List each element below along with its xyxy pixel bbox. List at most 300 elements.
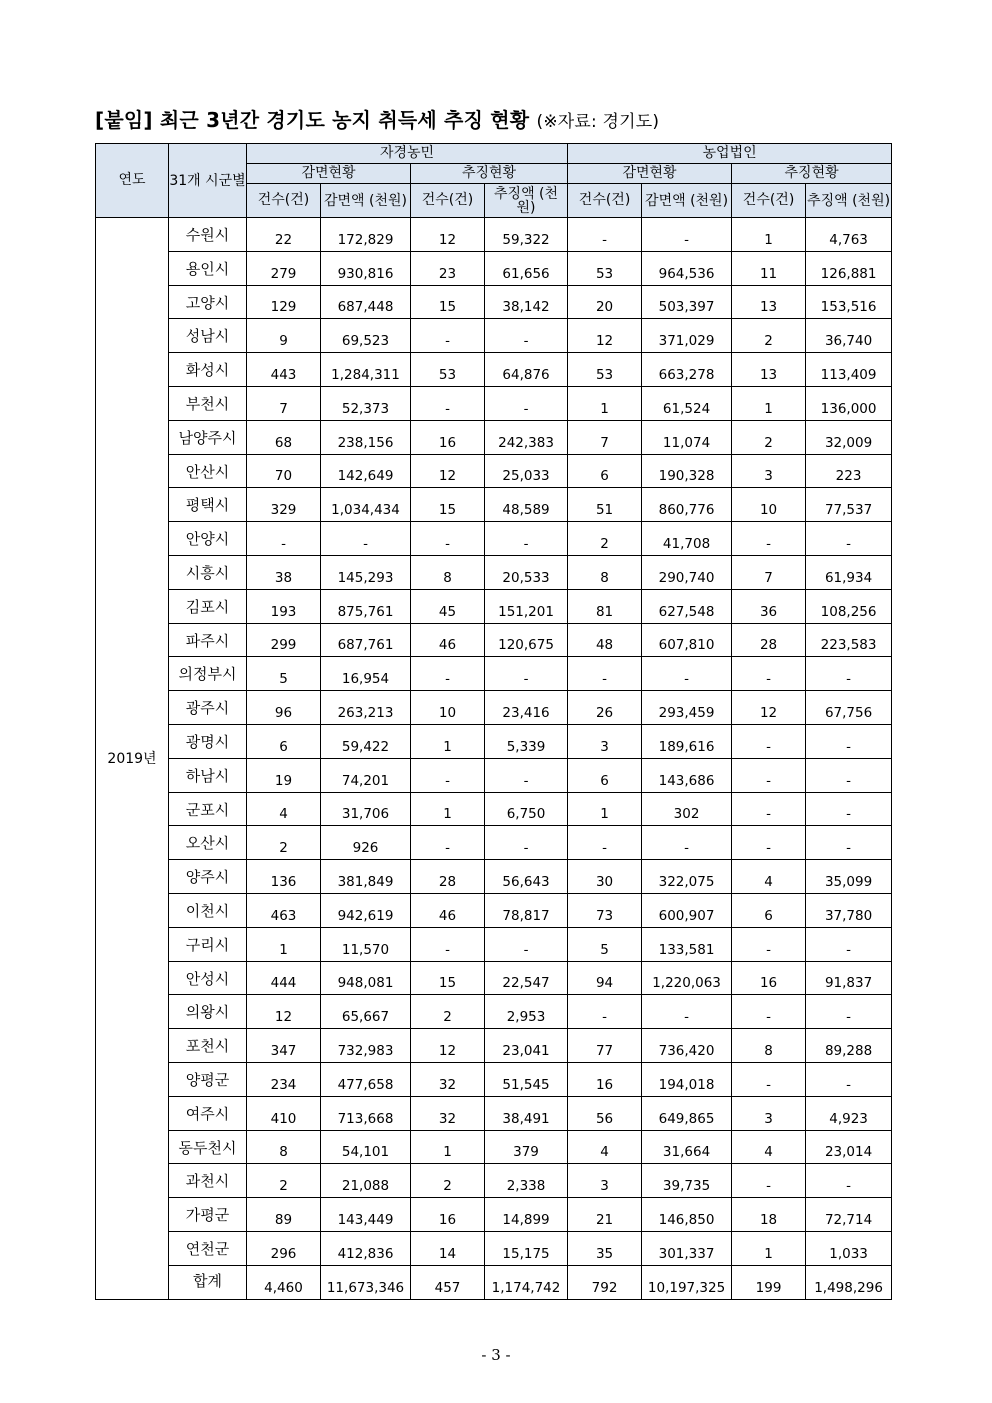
total-row bbox=[96, 1265, 892, 1299]
value-cell: 930,816 bbox=[321, 251, 411, 285]
value-cell: - bbox=[247, 522, 321, 556]
table-row bbox=[96, 1029, 892, 1063]
value-cell: - bbox=[732, 927, 806, 961]
table-row bbox=[96, 724, 892, 758]
value-cell: 30 bbox=[568, 860, 642, 894]
value-cell: 46 bbox=[411, 893, 485, 927]
table-row bbox=[96, 353, 892, 387]
value-cell: 39,735 bbox=[642, 1164, 732, 1198]
value-cell: - bbox=[732, 792, 806, 826]
city-cell: 김포시 bbox=[169, 589, 247, 623]
value-cell: 8 bbox=[411, 555, 485, 589]
value-cell: 736,420 bbox=[642, 1029, 732, 1063]
value-cell: 477,658 bbox=[321, 1062, 411, 1096]
value-cell: 61,934 bbox=[806, 555, 892, 589]
value-cell: - bbox=[732, 724, 806, 758]
value-cell: - bbox=[485, 522, 568, 556]
value-cell: 15 bbox=[411, 961, 485, 995]
value-cell: - bbox=[642, 657, 732, 691]
value-cell: - bbox=[568, 826, 642, 860]
value-cell: 926 bbox=[321, 826, 411, 860]
value-cell: 136,000 bbox=[806, 386, 892, 420]
value-cell: 38 bbox=[247, 555, 321, 589]
value-cell: 6 bbox=[568, 758, 642, 792]
value-cell: 6 bbox=[732, 893, 806, 927]
table-row bbox=[96, 386, 892, 420]
value-cell: 136 bbox=[247, 860, 321, 894]
value-cell: 1,284,311 bbox=[321, 353, 411, 387]
city-cell: 포천시 bbox=[169, 1029, 247, 1063]
value-cell: 91,837 bbox=[806, 961, 892, 995]
value-cell: - bbox=[732, 657, 806, 691]
value-cell: 792 bbox=[568, 1265, 642, 1299]
table-row bbox=[96, 285, 892, 319]
value-cell: 35 bbox=[568, 1231, 642, 1265]
table-row bbox=[96, 691, 892, 725]
value-cell: 52,373 bbox=[321, 386, 411, 420]
city-cell: 광명시 bbox=[169, 724, 247, 758]
value-cell: 32 bbox=[411, 1096, 485, 1130]
city-cell: 의정부시 bbox=[169, 657, 247, 691]
value-cell: 23,041 bbox=[485, 1029, 568, 1063]
value-cell: 296 bbox=[247, 1231, 321, 1265]
value-cell: 194,018 bbox=[642, 1062, 732, 1096]
value-cell: 37,780 bbox=[806, 893, 892, 927]
value-cell: 503,397 bbox=[642, 285, 732, 319]
value-cell: 25,033 bbox=[485, 454, 568, 488]
value-cell: 15 bbox=[411, 285, 485, 319]
value-cell: 242,383 bbox=[485, 420, 568, 454]
value-cell: 4,460 bbox=[247, 1265, 321, 1299]
value-cell: 11,673,346 bbox=[321, 1265, 411, 1299]
value-cell: 77 bbox=[568, 1029, 642, 1063]
page-number: - 3 - bbox=[481, 1346, 511, 1364]
value-cell: 1 bbox=[247, 927, 321, 961]
value-cell: 65,667 bbox=[321, 995, 411, 1029]
value-cell: 54,101 bbox=[321, 1130, 411, 1164]
value-cell: 1 bbox=[568, 386, 642, 420]
table-row bbox=[96, 657, 892, 691]
value-cell: 1,034,434 bbox=[321, 488, 411, 522]
header-count: 건수(건) bbox=[247, 184, 321, 218]
value-cell: 23 bbox=[411, 251, 485, 285]
value-cell: 77,537 bbox=[806, 488, 892, 522]
value-cell: - bbox=[568, 995, 642, 1029]
city-cell: 합계 bbox=[169, 1265, 247, 1299]
value-cell: 371,029 bbox=[642, 319, 732, 353]
value-cell: 64,876 bbox=[485, 353, 568, 387]
value-cell: - bbox=[411, 522, 485, 556]
value-cell: 223,583 bbox=[806, 623, 892, 657]
city-cell: 안성시 bbox=[169, 961, 247, 995]
table-row bbox=[96, 420, 892, 454]
value-cell: 78,817 bbox=[485, 893, 568, 927]
value-cell: 16 bbox=[411, 420, 485, 454]
value-cell: 379 bbox=[485, 1130, 568, 1164]
value-cell: 238,156 bbox=[321, 420, 411, 454]
value-cell: - bbox=[806, 995, 892, 1029]
value-cell: - bbox=[485, 826, 568, 860]
value-cell: 16 bbox=[411, 1198, 485, 1232]
table-row bbox=[96, 319, 892, 353]
header-corp-group: 농업법인 bbox=[568, 144, 892, 164]
value-cell: 48,589 bbox=[485, 488, 568, 522]
header-city: 31개 시군별 bbox=[169, 144, 247, 218]
table-row bbox=[96, 454, 892, 488]
value-cell: - bbox=[485, 657, 568, 691]
city-cell: 의왕시 bbox=[169, 995, 247, 1029]
value-cell: 11,074 bbox=[642, 420, 732, 454]
value-cell: - bbox=[806, 1062, 892, 1096]
value-cell: 18 bbox=[732, 1198, 806, 1232]
value-cell: 293,459 bbox=[642, 691, 732, 725]
value-cell: 4,763 bbox=[806, 218, 892, 252]
value-cell: 2 bbox=[247, 826, 321, 860]
value-cell: - bbox=[806, 792, 892, 826]
city-cell: 양주시 bbox=[169, 860, 247, 894]
value-cell: 126,881 bbox=[806, 251, 892, 285]
value-cell: - bbox=[732, 995, 806, 1029]
value-cell: 16 bbox=[568, 1062, 642, 1096]
header-year: 연도 bbox=[96, 144, 169, 218]
value-cell: 23,014 bbox=[806, 1130, 892, 1164]
value-cell: - bbox=[806, 826, 892, 860]
value-cell: 113,409 bbox=[806, 353, 892, 387]
value-cell: 5 bbox=[568, 927, 642, 961]
value-cell: 22,547 bbox=[485, 961, 568, 995]
header-count: 건수(건) bbox=[411, 184, 485, 218]
table-row bbox=[96, 1130, 892, 1164]
value-cell: 412,836 bbox=[321, 1231, 411, 1265]
value-cell: 89,288 bbox=[806, 1029, 892, 1063]
value-cell: - bbox=[485, 386, 568, 420]
value-cell: - bbox=[321, 522, 411, 556]
value-cell: 28 bbox=[411, 860, 485, 894]
city-cell: 과천시 bbox=[169, 1164, 247, 1198]
value-cell: 1 bbox=[411, 724, 485, 758]
header-collect-amount: 추징액 (천원) bbox=[806, 184, 892, 218]
value-cell: 4 bbox=[732, 1130, 806, 1164]
value-cell: 2,953 bbox=[485, 995, 568, 1029]
value-cell: 36,740 bbox=[806, 319, 892, 353]
value-cell: 1,174,742 bbox=[485, 1265, 568, 1299]
table-row bbox=[96, 589, 892, 623]
value-cell: 14 bbox=[411, 1231, 485, 1265]
header-count: 건수(건) bbox=[732, 184, 806, 218]
table-row bbox=[96, 758, 892, 792]
value-cell: 12 bbox=[411, 454, 485, 488]
value-cell: 51 bbox=[568, 488, 642, 522]
value-cell: - bbox=[806, 758, 892, 792]
value-cell: 45 bbox=[411, 589, 485, 623]
value-cell: 59,422 bbox=[321, 724, 411, 758]
header-farmer-exempt: 감면현황 bbox=[247, 164, 411, 184]
value-cell: - bbox=[806, 1164, 892, 1198]
tax-collection-table bbox=[95, 143, 892, 1300]
value-cell: 16 bbox=[732, 961, 806, 995]
value-cell: 68 bbox=[247, 420, 321, 454]
value-cell: 53 bbox=[568, 353, 642, 387]
city-cell: 양평군 bbox=[169, 1062, 247, 1096]
value-cell: 61,524 bbox=[642, 386, 732, 420]
value-cell: 2 bbox=[732, 319, 806, 353]
value-cell: 48 bbox=[568, 623, 642, 657]
value-cell: 146,850 bbox=[642, 1198, 732, 1232]
city-cell: 수원시 bbox=[169, 218, 247, 252]
value-cell: 72,714 bbox=[806, 1198, 892, 1232]
document-title bbox=[95, 104, 659, 133]
value-cell: 16,954 bbox=[321, 657, 411, 691]
value-cell: 2,338 bbox=[485, 1164, 568, 1198]
value-cell: 6 bbox=[247, 724, 321, 758]
value-cell: - bbox=[732, 1062, 806, 1096]
city-cell: 성남시 bbox=[169, 319, 247, 353]
value-cell: 3 bbox=[732, 454, 806, 488]
value-cell: 2 bbox=[732, 420, 806, 454]
table-row bbox=[96, 623, 892, 657]
value-cell: 2 bbox=[247, 1164, 321, 1198]
city-cell: 하남시 bbox=[169, 758, 247, 792]
value-cell: 600,907 bbox=[642, 893, 732, 927]
value-cell: 108,256 bbox=[806, 589, 892, 623]
value-cell: 41,708 bbox=[642, 522, 732, 556]
value-cell: 73 bbox=[568, 893, 642, 927]
value-cell: 410 bbox=[247, 1096, 321, 1130]
value-cell: 143,449 bbox=[321, 1198, 411, 1232]
value-cell: 4 bbox=[732, 860, 806, 894]
value-cell: 142,649 bbox=[321, 454, 411, 488]
value-cell: 7 bbox=[568, 420, 642, 454]
table-row bbox=[96, 1198, 892, 1232]
city-cell: 고양시 bbox=[169, 285, 247, 319]
header-collect-amount: 추징액 (천원) bbox=[485, 184, 568, 218]
city-cell: 오산시 bbox=[169, 826, 247, 860]
value-cell: 11 bbox=[732, 251, 806, 285]
value-cell: 31,664 bbox=[642, 1130, 732, 1164]
value-cell: 96 bbox=[247, 691, 321, 725]
value-cell: - bbox=[568, 218, 642, 252]
header-farmer-group: 자경농민 bbox=[247, 144, 568, 164]
value-cell: - bbox=[732, 826, 806, 860]
value-cell: 1,033 bbox=[806, 1231, 892, 1265]
year-cell: 2019년 bbox=[96, 218, 169, 1300]
value-cell: 1 bbox=[411, 1130, 485, 1164]
city-cell: 군포시 bbox=[169, 792, 247, 826]
value-cell: 2 bbox=[411, 1164, 485, 1198]
title-main: [붙임] 최근 3년간 경기도 농지 취득세 추징 현황 bbox=[95, 108, 530, 132]
table-row bbox=[96, 927, 892, 961]
value-cell: 46 bbox=[411, 623, 485, 657]
city-cell: 파주시 bbox=[169, 623, 247, 657]
value-cell: 964,536 bbox=[642, 251, 732, 285]
value-cell: 1 bbox=[732, 218, 806, 252]
value-cell: 4,923 bbox=[806, 1096, 892, 1130]
value-cell: 1 bbox=[732, 386, 806, 420]
value-cell: 234 bbox=[247, 1062, 321, 1096]
value-cell: 607,810 bbox=[642, 623, 732, 657]
value-cell: 19 bbox=[247, 758, 321, 792]
value-cell: 59,322 bbox=[485, 218, 568, 252]
value-cell: 53 bbox=[568, 251, 642, 285]
value-cell: 38,142 bbox=[485, 285, 568, 319]
value-cell: - bbox=[732, 1164, 806, 1198]
value-cell: - bbox=[485, 758, 568, 792]
value-cell: 1 bbox=[568, 792, 642, 826]
value-cell: - bbox=[411, 826, 485, 860]
city-cell: 가평군 bbox=[169, 1198, 247, 1232]
value-cell: - bbox=[485, 319, 568, 353]
value-cell: 81 bbox=[568, 589, 642, 623]
city-cell: 여주시 bbox=[169, 1096, 247, 1130]
value-cell: 279 bbox=[247, 251, 321, 285]
value-cell: 263,213 bbox=[321, 691, 411, 725]
value-cell: 12 bbox=[411, 1029, 485, 1063]
table-row bbox=[96, 961, 892, 995]
value-cell: 6,750 bbox=[485, 792, 568, 826]
city-cell: 이천시 bbox=[169, 893, 247, 927]
value-cell: 74,201 bbox=[321, 758, 411, 792]
value-cell: 7 bbox=[732, 555, 806, 589]
header-exempt-amount: 감면액 (천원) bbox=[642, 184, 732, 218]
value-cell: 2 bbox=[411, 995, 485, 1029]
table-row bbox=[96, 1164, 892, 1198]
value-cell: 120,675 bbox=[485, 623, 568, 657]
value-cell: 89 bbox=[247, 1198, 321, 1232]
value-cell: 56 bbox=[568, 1096, 642, 1130]
value-cell: 36 bbox=[732, 589, 806, 623]
value-cell: 290,740 bbox=[642, 555, 732, 589]
value-cell: 13 bbox=[732, 285, 806, 319]
value-cell: 948,081 bbox=[321, 961, 411, 995]
table-row bbox=[96, 792, 892, 826]
value-cell: 5 bbox=[247, 657, 321, 691]
value-cell: - bbox=[642, 218, 732, 252]
value-cell: 193 bbox=[247, 589, 321, 623]
value-cell: 53 bbox=[411, 353, 485, 387]
value-cell: 199 bbox=[732, 1265, 806, 1299]
value-cell: 172,829 bbox=[321, 218, 411, 252]
value-cell: - bbox=[411, 386, 485, 420]
value-cell: 942,619 bbox=[321, 893, 411, 927]
value-cell: 11,570 bbox=[321, 927, 411, 961]
table-row bbox=[96, 995, 892, 1029]
city-cell: 평택시 bbox=[169, 488, 247, 522]
value-cell: 151,201 bbox=[485, 589, 568, 623]
value-cell: 1,498,296 bbox=[806, 1265, 892, 1299]
value-cell: 8 bbox=[247, 1130, 321, 1164]
value-cell: 10 bbox=[411, 691, 485, 725]
value-cell: 35,099 bbox=[806, 860, 892, 894]
value-cell: 463 bbox=[247, 893, 321, 927]
value-cell: 875,761 bbox=[321, 589, 411, 623]
value-cell: - bbox=[411, 319, 485, 353]
header-exempt-amount: 감면액 (천원) bbox=[321, 184, 411, 218]
value-cell: 7 bbox=[247, 386, 321, 420]
value-cell: 14,899 bbox=[485, 1198, 568, 1232]
value-cell: - bbox=[642, 995, 732, 1029]
value-cell: 133,581 bbox=[642, 927, 732, 961]
value-cell: 56,643 bbox=[485, 860, 568, 894]
value-cell: 1 bbox=[411, 792, 485, 826]
value-cell: 31,706 bbox=[321, 792, 411, 826]
value-cell: 444 bbox=[247, 961, 321, 995]
header-corp-exempt: 감면현황 bbox=[568, 164, 732, 184]
city-cell: 남양주시 bbox=[169, 420, 247, 454]
value-cell: - bbox=[806, 522, 892, 556]
city-cell: 광주시 bbox=[169, 691, 247, 725]
value-cell: 299 bbox=[247, 623, 321, 657]
value-cell: - bbox=[411, 758, 485, 792]
value-cell: 663,278 bbox=[642, 353, 732, 387]
value-cell: 32,009 bbox=[806, 420, 892, 454]
value-cell: 381,849 bbox=[321, 860, 411, 894]
value-cell: 20 bbox=[568, 285, 642, 319]
value-cell: 70 bbox=[247, 454, 321, 488]
value-cell: 860,776 bbox=[642, 488, 732, 522]
value-cell: 649,865 bbox=[642, 1096, 732, 1130]
value-cell: 69,523 bbox=[321, 319, 411, 353]
header-count: 건수(건) bbox=[568, 184, 642, 218]
city-cell: 구리시 bbox=[169, 927, 247, 961]
value-cell: 12 bbox=[568, 319, 642, 353]
header-farmer-collect: 추징현황 bbox=[411, 164, 568, 184]
value-cell: - bbox=[411, 927, 485, 961]
value-cell: 38,491 bbox=[485, 1096, 568, 1130]
table-row bbox=[96, 218, 892, 252]
table-row bbox=[96, 251, 892, 285]
value-cell: 26 bbox=[568, 691, 642, 725]
value-cell: 15 bbox=[411, 488, 485, 522]
value-cell: 223 bbox=[806, 454, 892, 488]
city-cell: 안산시 bbox=[169, 454, 247, 488]
value-cell: 15,175 bbox=[485, 1231, 568, 1265]
value-cell: 329 bbox=[247, 488, 321, 522]
value-cell: - bbox=[642, 826, 732, 860]
table-row bbox=[96, 1231, 892, 1265]
value-cell: 687,761 bbox=[321, 623, 411, 657]
value-cell: - bbox=[411, 657, 485, 691]
value-cell: 145,293 bbox=[321, 555, 411, 589]
value-cell: - bbox=[732, 522, 806, 556]
value-cell: 21 bbox=[568, 1198, 642, 1232]
value-cell: 13 bbox=[732, 353, 806, 387]
value-cell: 627,548 bbox=[642, 589, 732, 623]
table-row bbox=[96, 522, 892, 556]
value-cell: 9 bbox=[247, 319, 321, 353]
city-cell: 용인시 bbox=[169, 251, 247, 285]
value-cell: - bbox=[806, 927, 892, 961]
value-cell: 3 bbox=[568, 724, 642, 758]
value-cell: 302 bbox=[642, 792, 732, 826]
value-cell: 1,220,063 bbox=[642, 961, 732, 995]
value-cell: 713,668 bbox=[321, 1096, 411, 1130]
header-corp-collect: 추징현황 bbox=[732, 164, 892, 184]
value-cell: 322,075 bbox=[642, 860, 732, 894]
value-cell: 3 bbox=[568, 1164, 642, 1198]
value-cell: 3 bbox=[732, 1096, 806, 1130]
value-cell: 143,686 bbox=[642, 758, 732, 792]
table-row bbox=[96, 893, 892, 927]
value-cell: 153,516 bbox=[806, 285, 892, 319]
value-cell: 22 bbox=[247, 218, 321, 252]
table-row bbox=[96, 488, 892, 522]
city-cell: 화성시 bbox=[169, 353, 247, 387]
value-cell: - bbox=[568, 657, 642, 691]
value-cell: 28 bbox=[732, 623, 806, 657]
value-cell: - bbox=[732, 758, 806, 792]
value-cell: 732,983 bbox=[321, 1029, 411, 1063]
value-cell: 687,448 bbox=[321, 285, 411, 319]
